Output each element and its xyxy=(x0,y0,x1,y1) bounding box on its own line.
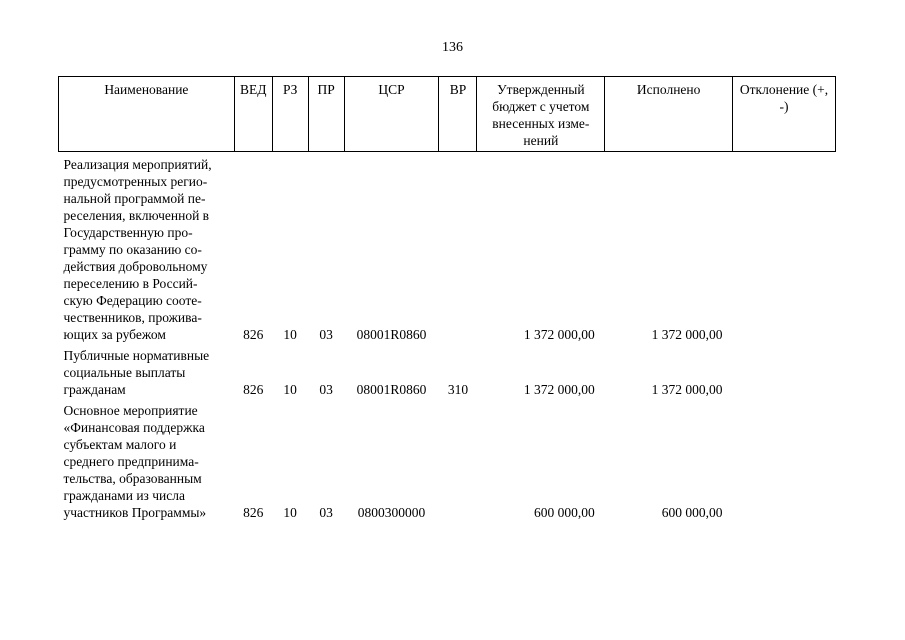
row-approved: 600 000,00 xyxy=(534,505,595,520)
row-pr: 03 xyxy=(319,382,333,397)
row-rz: 10 xyxy=(283,382,297,397)
row-rz: 10 xyxy=(283,505,297,520)
header-rz: РЗ xyxy=(272,77,308,152)
row-csr: 08001R0860 xyxy=(356,327,427,342)
row-ved: 826 xyxy=(243,382,264,397)
row-csr: 0800300000 xyxy=(357,505,426,520)
row-pr: 03 xyxy=(319,327,333,342)
row-executed: 600 000,00 xyxy=(661,505,723,520)
row-name: Реализация мероприятий, предусмотренных регио- нальной программой пе- реселения, включенной в Государственную про- грамму по оказанию со- действия добровольному переселению в Россий- скую Федерацию сооте- чественников, прожива- ющих за рубежом xyxy=(63,157,212,342)
header-vr: ВР xyxy=(439,77,477,152)
row-csr: 08001R0860 xyxy=(356,382,427,397)
row-approved: 1 372 000,00 xyxy=(523,382,595,397)
header-deviation: Отклонение (+, -) xyxy=(733,77,836,152)
row-pr: 03 xyxy=(319,505,333,520)
header-ved: ВЕД xyxy=(234,77,272,152)
row-approved: 1 372 000,00 xyxy=(523,327,595,342)
page-number: 136 xyxy=(442,40,463,55)
table-row xyxy=(59,402,836,525)
row-name: Публичные нормативные социальные выплаты гражданам xyxy=(63,348,210,397)
table-row xyxy=(59,152,836,348)
row-vr xyxy=(439,402,477,525)
row-deviation xyxy=(733,347,836,402)
header-name: Наименование xyxy=(59,77,235,152)
budget-table xyxy=(58,76,836,525)
row-rz: 10 xyxy=(283,327,297,342)
row-name: Основное мероприятие «Финансовая поддержка субъектам малого и среднего предпринима- тельства, образованным гражданами из числа участников Программы» xyxy=(63,403,207,520)
row-deviation xyxy=(733,152,836,348)
header-pr: ПР xyxy=(308,77,344,152)
row-ved: 826 xyxy=(243,505,264,520)
row-executed: 1 372 000,00 xyxy=(651,327,723,342)
row-vr xyxy=(439,152,477,348)
table-header-row xyxy=(59,77,836,152)
header-approved: Утвержденный бюджет с учетом внесенных изме-нений xyxy=(477,77,605,152)
row-deviation xyxy=(733,402,836,525)
row-ved: 826 xyxy=(243,327,264,342)
header-csr: ЦСР xyxy=(344,77,439,152)
header-executed: Исполнено xyxy=(605,77,733,152)
table-row xyxy=(59,347,836,402)
row-vr: 310 xyxy=(447,382,469,397)
row-executed: 1 372 000,00 xyxy=(651,382,723,397)
